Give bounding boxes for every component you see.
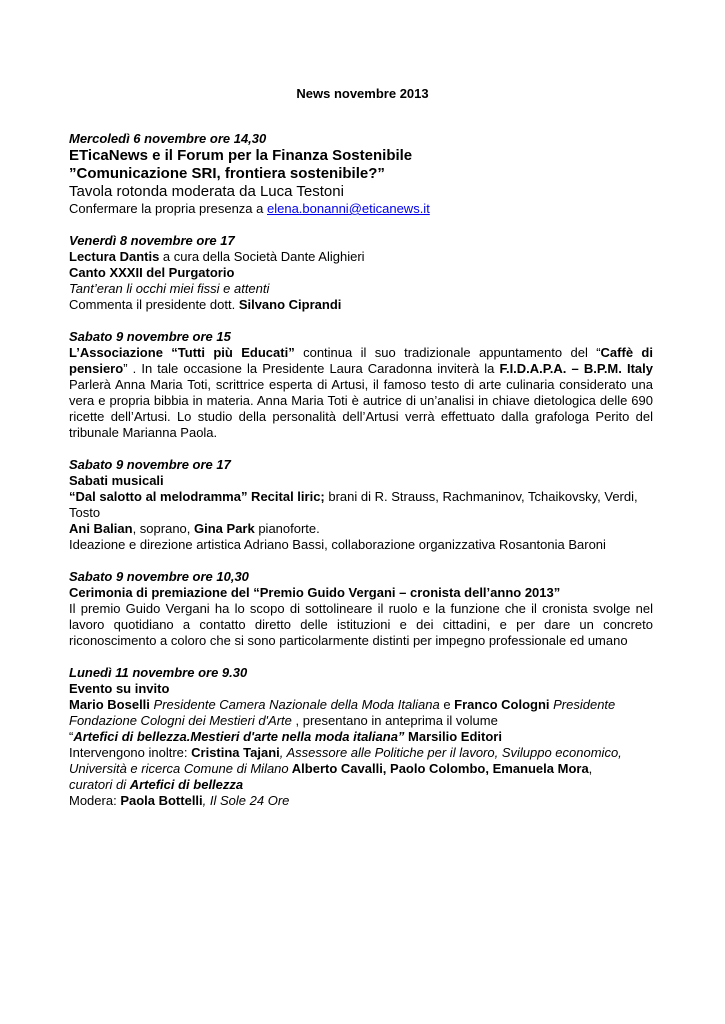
presenter-boselli: Mario Boselli: [69, 697, 150, 712]
event-caffe-pensiero: [69, 329, 653, 441]
comment-text: Commenta il presidente dott.: [69, 297, 239, 312]
confirm-line: [69, 201, 653, 217]
event-description: Tavola rotonda moderata da Luca Testoni: [69, 183, 344, 200]
page-title: News novembre 2013: [296, 86, 429, 101]
news-body: [69, 131, 653, 825]
verse-quote: Tant’eran li occhi miei fissi e attenti: [69, 281, 270, 296]
performer-gina: Gina Park: [194, 521, 255, 536]
event-artefici-bellezza: [69, 665, 653, 809]
recital-program: brani di R. Strauss, Rachmaninov, Tchaikovsky, Verdi, Tosto: [69, 489, 638, 520]
publisher-name: Marsilio Editori: [404, 729, 502, 744]
book-title: Artefici di bellezza.Mestieri d'arte nella moda italiana”: [73, 729, 405, 744]
fidapa-name: F.I.D.A.P.A. – B.P.M. Italy: [499, 361, 653, 376]
email-link[interactable]: elena.bonanni@eticanews.it: [267, 201, 430, 216]
speakers-list: Alberto Cavalli, Paolo Colombo, Emanuela Mora: [288, 761, 589, 776]
event-lectura-dantis: [69, 233, 653, 313]
credits-paragraph: Ideazione e direzione artistica Adriano Bassi, collaborazione organizzativa Rosantonia Baroni: [69, 537, 606, 552]
event-date: Mercoledì 6 novembre ore 14,30: [69, 131, 267, 146]
event-title: Cerimonia di premiazione del “Premio Guido Vergani – cronista dell’anno 2013”: [69, 585, 561, 600]
event-date: Sabato 9 novembre ore 17: [69, 457, 231, 472]
confirm-text: Confermare la propria presenza a: [69, 201, 267, 216]
recital-line: [69, 489, 653, 521]
event-eticanews: [69, 131, 653, 217]
event-title: Lectura Dantis: [69, 249, 160, 264]
event-type: Evento su invito: [69, 681, 170, 696]
performers-line: Ani Balian, soprano, Gina Park pianoforte.: [69, 521, 320, 536]
canto-title: Canto XXXII del Purgatorio: [69, 265, 235, 280]
president-name: Silvano Ciprandi: [238, 297, 342, 312]
speaker-tajani: Cristina Tajani: [191, 745, 280, 760]
event-date: Sabato 9 novembre ore 10,30: [69, 569, 249, 584]
presenter-cologni: Franco Cologni: [454, 697, 550, 712]
event-title: ETicaNews e il Forum per la Finanza Sostenibile: [69, 147, 413, 164]
event-sabati-musicali: [69, 457, 653, 553]
recital-title: “Dal salotto al melodramma” Recital liric;: [69, 489, 325, 504]
book-line: “Artefici di bellezza.Mestieri d'arte nella moda italiana” Marsilio Editori: [69, 729, 502, 744]
book-title-ref: Artefici di bellezza: [129, 777, 244, 792]
speakers-paragraph: Intervengono inoltre: Cristina Tajani, Assessore alle Politiche per il lavoro, Sviluppo economico, Università e ricerca Comune di Milano Alberto Cavalli, Paolo Colombo, Emanuela Mora, curatori di Artefici di bellezza: [69, 745, 622, 792]
event-date: Lunedì 11 novembre ore 9.30: [69, 665, 248, 680]
event-paragraph: L’Associazione “Tutti più Educati” continua il suo tradizionale appuntamento del “Caffè di pensiero” . In tale occasione la Presidente Laura Caradonna inviterà la F.I.D.A.P.A. – B.P.M. Italy Parlerà Anna Maria Toti, scrittrice esperta di Artusi, il famoso testo di arte culinaria considerato una vera e propria bibbia in materia. Anna Maria Toti è autrice di un’analisi in chiave dietologica delle 690 ricette dell’Artusi. Lo studio della personalità dell’Artusi verrà effettuato dalla grafologa Perito del tribunale Marianna Paola.: [69, 345, 653, 440]
event-paragraph: Il premio Guido Vergani ha lo scopo di sottolineare il ruolo e la funzione che il cronista svolge nel lavoro quotidiano a contatto diretto delle istituzioni e dei cittadini, e per dare un concreto riconoscimento a coloro che si sono particolarmente distinti per impegno professionale ed umano: [69, 601, 653, 648]
moderator-name: Paola Bottelli: [120, 793, 203, 808]
event-premio-vergani: [69, 569, 653, 649]
performer-ani: Ani Balian: [69, 521, 133, 536]
association-name: L’Associazione “Tutti più Educati”: [69, 345, 295, 360]
event-date: Venerdì 8 novembre ore 17: [69, 233, 235, 248]
moderator-affiliation: , Il Sole 24 Ore: [202, 793, 290, 808]
event-series: Sabati musicali: [69, 473, 164, 488]
presenters-paragraph: Mario Boselli Presidente Camera Nazionale della Moda Italiana e Franco Cologni Presidente Fondazione Cologni dei Mestieri d'Arte , presentano in anteprima il volume: [69, 697, 616, 728]
event-organizer: a cura della Società Dante Alighieri: [159, 249, 365, 264]
caffe-title: Caffè di pensiero: [69, 345, 653, 376]
moderator-line: Modera: Paola Bottelli, Il Sole 24 Ore: [69, 793, 290, 808]
event-date: Sabato 9 novembre ore 15: [69, 329, 231, 344]
event-subtitle: ”Comunicazione SRI, frontiera sostenibile?”: [69, 165, 385, 182]
